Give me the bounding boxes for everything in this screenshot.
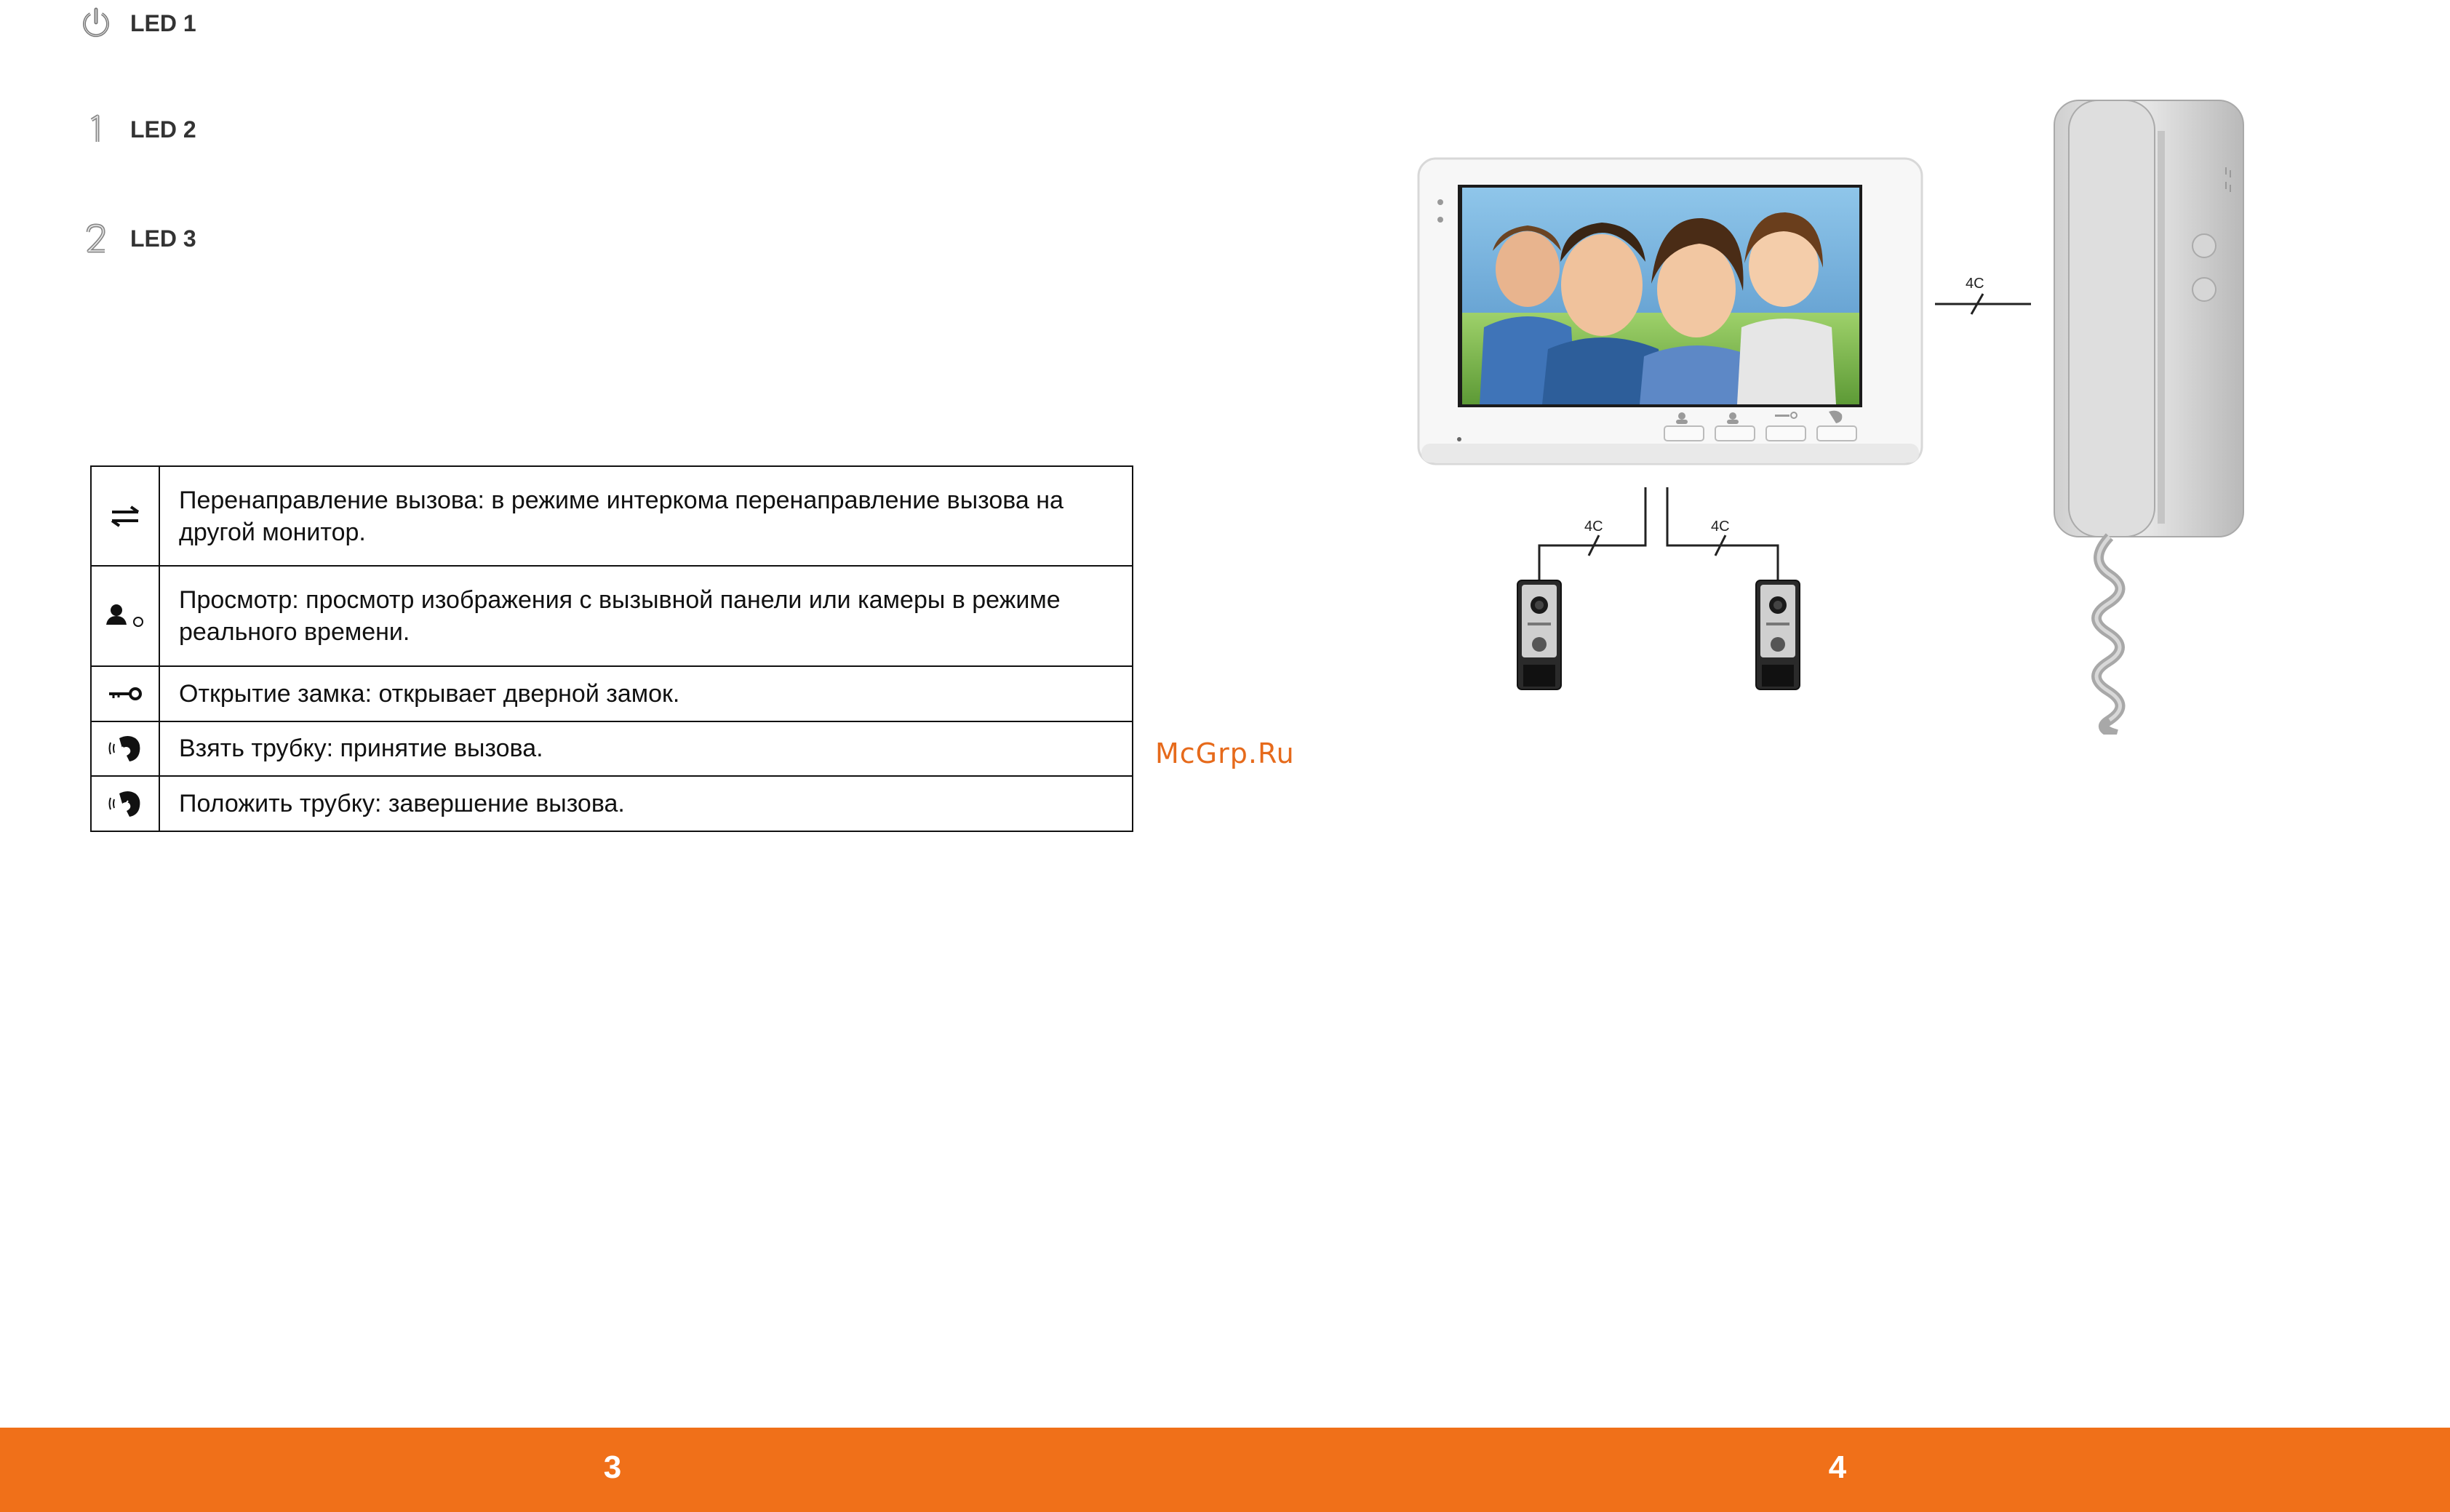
page-footer — [0, 1428, 2450, 1512]
key-icon — [91, 666, 159, 721]
transfer-arrows-icon — [91, 466, 159, 566]
handset-hangup-icon — [91, 776, 159, 831]
led-label: LED 1 — [130, 9, 196, 36]
handset-pickup-icon — [91, 721, 159, 777]
table-row — [91, 721, 1133, 777]
watermark: McGrp.Ru — [1155, 737, 1295, 769]
monitor-person-icon — [91, 566, 159, 665]
page-number-right: 4 — [1828, 1449, 1847, 1485]
connection-diagram — [1411, 95, 2270, 735]
page-number-left: 3 — [603, 1449, 622, 1485]
table-row — [91, 776, 1133, 831]
wire-label: 4C — [1584, 519, 1603, 535]
call-panel-icon — [1756, 580, 1800, 689]
wire-label: 4C — [1966, 276, 1984, 292]
led-1-row — [76, 1, 196, 45]
digit-one-icon — [76, 110, 116, 149]
led-label: LED 3 — [130, 225, 196, 252]
function-description: Положить трубку: завершение вызова. — [159, 776, 1133, 831]
led-2-row — [76, 108, 196, 151]
wire-label: 4C — [1711, 519, 1730, 535]
function-table — [90, 465, 1133, 832]
table-row — [91, 466, 1133, 566]
call-panel-icon — [1517, 580, 1561, 689]
led-label: LED 2 — [130, 116, 196, 143]
power-icon — [76, 4, 116, 43]
table-row — [91, 566, 1133, 665]
function-description: Перенаправление вызова: в режиме интеркома перенаправление вызова на другой монитор. — [159, 466, 1133, 566]
function-description: Взять трубку: принятие вызова. — [159, 721, 1133, 777]
table-row — [91, 666, 1133, 721]
handset-intercom-icon — [2054, 100, 2243, 735]
video-monitor-icon — [1418, 159, 1922, 464]
led-3-row — [76, 217, 196, 260]
function-description: Просмотр: просмотр изображения с вызывной панели или камеры в режиме реального времени. — [159, 566, 1133, 665]
digit-two-icon — [76, 219, 116, 258]
function-description: Открытие замка: открывает дверной замок. — [159, 666, 1133, 721]
